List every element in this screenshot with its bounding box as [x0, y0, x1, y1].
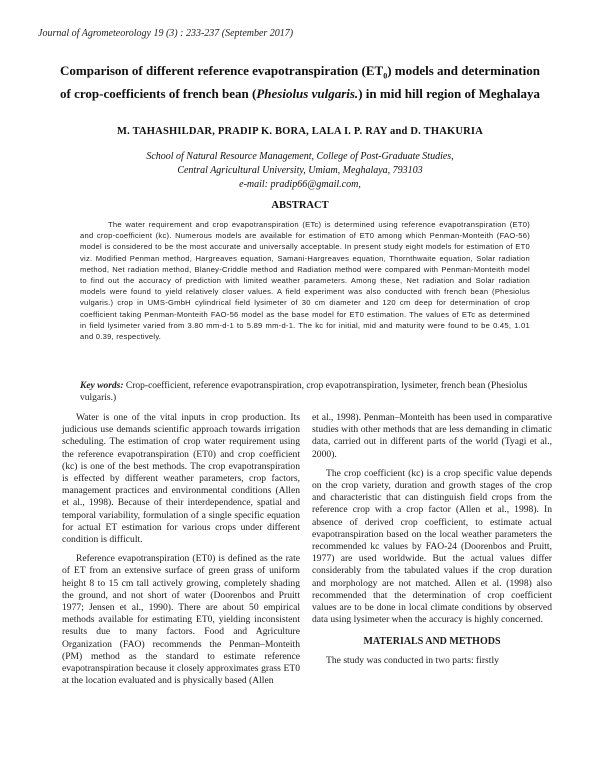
- title-part3: ) in mid hill region of Meghalaya: [358, 85, 540, 101]
- left-column: [62, 412, 300, 694]
- title-subscript: 0: [383, 71, 388, 81]
- body-paragraph: The study was conducted in two parts: firstly: [326, 654, 499, 666]
- abstract-heading: ABSTRACT: [271, 200, 329, 211]
- body-paragraph: Reference evapotranspiration (ET0) is defined as the rate of ET from an extensive surface of green grass of uniform height 8 to 15 cm tall actively growing, completely shading the ground, and not short of water (Doorenbos and Pruitt 1977; Jensen et al., 1990). There are about 50 empirical methods available for estimating ET0, yielding inconsistent results due to many factors. Food and Agriculture Organization (FAO) recommends the Penman–Monteith (PM) method as the standard to estimate reference evapotranspiration because it closely approximates grass ET0 at the location evaluated and is physically based (Allen: [62, 553, 300, 687]
- right-column: [312, 412, 552, 674]
- abstract-text: The water requirement and crop evapotranspiration (ETc) is determined using reference evapotranspiration (ET0) and crop-coefficient (kc). Numerous models are available for estimation of ET0 among which Penman-Monteith (FAO-56) model is considered to be the most accurate and universally acceptable. In present study eight models for estimation of ET0 viz. Modified Penman method, Hargreaves equation, Samani-Hargreaves equation, Thornthwaite equation, Solar radiation method, Net radiation method, Blaney-Criddle method and Radiation method were compared with Penman-Monteith model to find out the accuracy of prediction with limited weather parameters. Among these, Net radiation and Solar radiation models were found to yield relatively closer values. A field experiment was also conducted with french bean (Phesiolus vulgaris.) crop in UMS-GmbH cylindrical field lysimeter of 30 cm diameter and 120 cm deep for determination of crop coefficient taking Penman-Monteith FAO-56 model as the base model for ET0 estimation. The values of ETc as determined in field lysimeter varied from 3.80 mm-d-1 to 5.89 mm-d-1. The kc for initial, mid and maturity were found to be 0.45, 1.01 and 0.39, respectively.: [80, 220, 530, 342]
- affiliation-line-1: School of Natural Resource Management, College of Post-Graduate Studies,: [146, 151, 454, 162]
- author-list: M. TAHASHILDAR, PRADIP K. BORA, LALA I. P. RAY and D. THAKURIA: [117, 126, 483, 137]
- keywords-label: Key words:: [80, 381, 124, 391]
- paper-title: [60, 62, 540, 102]
- title-species: Phesiolus vulgaris.: [256, 85, 359, 101]
- body-paragraph: Water is one of the vital inputs in crop production. Its judicious use demands scientific approach towards irrigation scheduling. The estimation of crop water requirement using the reference evapotranspiration (ET0) and crop coefficient (kc) is one of the best methods. The crop evapotranspiration is effected by different weather parameters, crop factors, management practices and environmental conditions (Allen et al., 1998). Because of their interdependence, spatial and temporal variability, formulation of a single specific equation for actual ET estimation for various crops under different condition is difficult.: [62, 412, 300, 546]
- body-paragraph: et al., 1998). Penman–Monteith has been used in comparative studies with other methods that are less demanding in climatic data, carried out in different parts of the world (Tyagi et al., 2000).: [312, 412, 552, 460]
- title-part2: ) models and determination of crop-coefficients of french bean (: [60, 63, 540, 101]
- affiliation: [0, 150, 600, 192]
- journal-citation: Journal of Agrometeorology 19 (3) : 233-237 (September 2017): [38, 28, 294, 39]
- affiliation-email: e-mail: pradip66@gmail.com,: [239, 179, 361, 190]
- title-part1: Comparison of different reference evapotranspiration (ET: [60, 63, 384, 78]
- section-heading: MATERIALS AND METHODS: [363, 636, 501, 648]
- affiliation-line-2: Central Agricultural University, Umiam, Meghalaya, 793103: [177, 165, 423, 176]
- body-paragraph: The crop coefficient (kc) is a crop specific value depends on the crop variety, duration and growth stages of the crop and characteristic that can distinguish field crops from the reference crop with a crop factor (Allen et al., 1998). In absence of derived crop coefficient, to estimate actual evapotranspiration based on the local weather parameters the recommended kc values by FAO-24 (Doorenbos and Pruitt, 1977) are used worldwide. But the actual values differ considerably from the tabulated values if the crop duration and morphology are not matched. Allen et al. (1998) also recommended that the determination of crop coefficient values are to be done in local climate conditions by observed data using lysimeter when the accuracy is highly concerned.: [312, 467, 552, 626]
- keywords: [80, 380, 540, 404]
- keywords-text: Crop-coefficient, reference evapotranspiration, crop evapotranspiration, lysimeter, french bean (Phesiolus vulgaris.): [80, 381, 528, 403]
